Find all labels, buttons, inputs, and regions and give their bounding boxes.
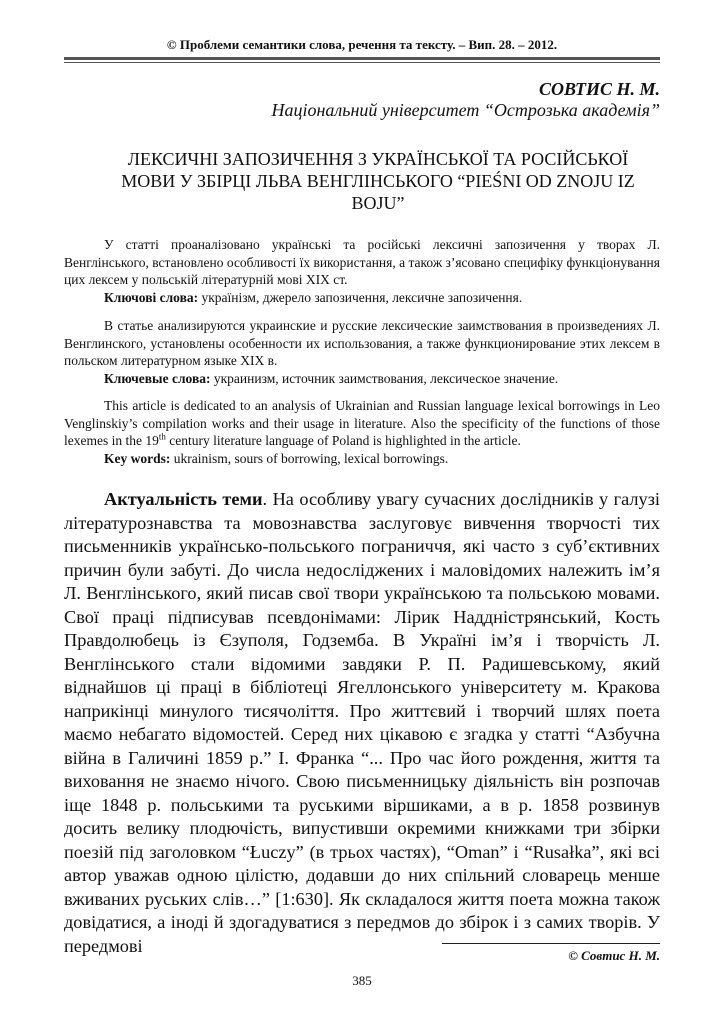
ordinal-superscript: th (158, 431, 166, 442)
title-line: BOJU” (351, 193, 405, 213)
abstract-text: У статті проаналізовано українські та російські лексичні запозичення у творах Л. Венглінського, встановлено особливості їх використання, а також з’ясовано специфіку функціонування цих лексем у польській літературній мові XIX ст. (64, 237, 660, 287)
footnote-rule (442, 943, 660, 944)
copyright-note: © Совтис Н. М. (568, 948, 660, 963)
keywords-label: Ключові слова: (104, 289, 199, 305)
body-paragraph (64, 488, 660, 958)
abstract-russian (64, 317, 660, 387)
title-line: ЛЕКСИЧНІ ЗАПОЗИЧЕННЯ З УКРАЇНСЬКОЇ ТА РОСІЙСЬКОЇ (127, 149, 629, 169)
author-name: СОВТИС Н. М. (539, 79, 660, 99)
page-number: 385 (352, 973, 372, 988)
keywords-line (64, 450, 660, 468)
header-rule-thick (64, 57, 660, 60)
running-head: © Проблеми семантики слова, речення та тексту. – Вип. 28. – 2012. (166, 37, 558, 52)
body-text (64, 488, 660, 958)
keywords-line (64, 289, 660, 307)
header-rule-thin (64, 62, 660, 63)
keywords-label: Ключевые слова: (104, 370, 211, 386)
abstract-text (64, 397, 660, 450)
abstract-text-part: This article is dedicated to an analysis of Ukrainian and Russian language lexical borrowings in Leo Venglinskiy’s compilation works and their usage in literature. Also the specificity of the functions of those lexemes in the 19 (64, 398, 660, 448)
article-title (96, 148, 660, 214)
paragraph-text: . На особливу увагу сучасних дослідників у галузі літературознавства та мовознавства заслуговує вивчення творчості тих письменників українсько-польського пограниччя, які часто з суб’єктивних причин були забуті. До числа недосліджених і маловідомих належить ім’я Л. Венглінського, який писав свої твори українською та польською мовами. Свої праці підписував псевдонімами: Лірик Наддністрянський, Кость Правдолюбець із Єзуполя, Годземба. В Україні ім’я і творчість Л. Венглінського стали відомими завдяки Р. П. Радишевському, який віднайшов ці праці в бібліотеці Ягеллонського університету м. Кракова наприкінці минулого тисячоліття. Про життєвий і творчий шлях поета маємо небагато відомостей. Серед них цікавою є згадка у статті “Азбучна війна в Галичині 1859 р.” І. Франка “... Про час його рождення, життя та виховання не знаємо нічого. Свою письменницьку діяльність він розпочав іще 1848 р. польськими та руськими віршиками, а в р. 1858 розвинув досить велику плодючість, випустивши окремими книжками три збірки поезій під заголовком “Łuczy” (в трьох частях), “Oman” і “Rusałka”, які всі автор уважав одною цілістю, додавши до них спільний словарець менше вживаних руських слів…” [1:630]. Як складалося життя поета можна також довідатися, а іноді й здогадуватися з передмов до збірок і з самих творів. У передмові (64, 489, 661, 956)
keywords-label: Key words: (104, 450, 171, 466)
abstract-text: В статье анализируются украинские и русские лексические заимствования в произведениях Л. Венглинского, установлены особенности их использования, а также функционирование этих лексем в польском литературном языке XIX в. (64, 318, 660, 368)
keywords-line (64, 370, 660, 388)
author-affiliation: Національний університет “Острозька академія” (271, 100, 660, 120)
section-lead: Актуальність теми (104, 489, 263, 509)
keywords-text: українізм, джерело запозичення, лексичне запозичення. (198, 289, 523, 305)
abstract-ukrainian (64, 236, 660, 306)
title-line: МОВИ У ЗБІРЦІ ЛЬВА ВЕНГЛІНСЬКОГО “PIEŚNI OD ZNOJU IZ (121, 171, 635, 191)
keywords-text: ukrainism, sours of borrowing, lexical borrowings. (170, 450, 449, 466)
abstract-english (64, 397, 660, 467)
abstract-text-part: century literature language of Poland is highlighted in the article. (165, 433, 521, 448)
keywords-text: украинизм, источник заимствования, лексическое значение. (210, 370, 559, 386)
